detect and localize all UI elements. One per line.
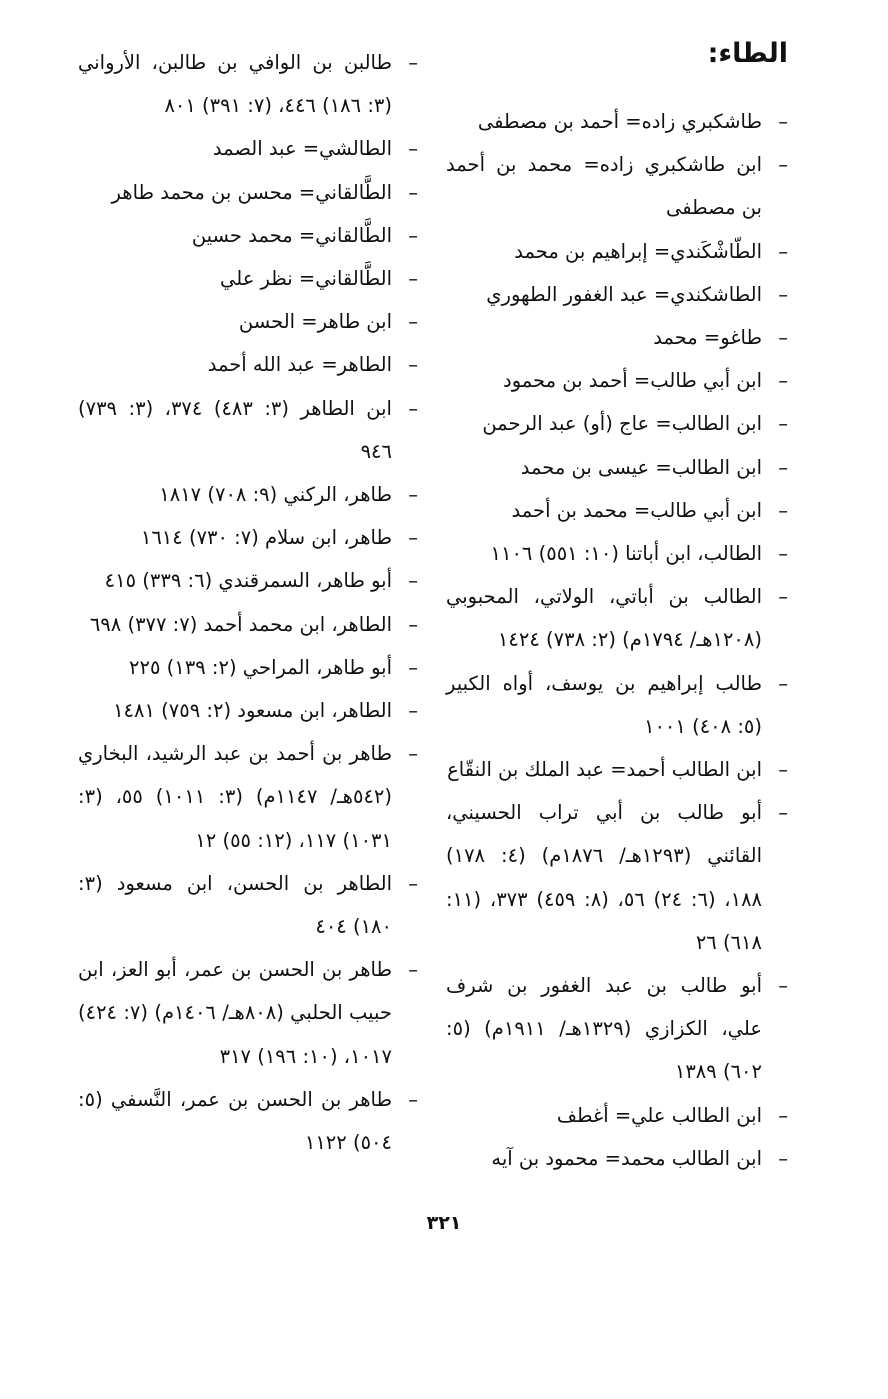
index-entry: – طاشكبري زاده= أحمد بن مصطفى xyxy=(446,100,788,143)
index-entry: – ابن الطاهر (٣: ٤٨٣) ٣٧٤، (٣: ٧٣٩) ٩٤٦ xyxy=(78,387,418,473)
index-entry: – الطالشي= عبد الصمد xyxy=(78,127,418,170)
entry-list-left xyxy=(78,41,418,1164)
index-entry: – ابن الطالب محمد= محمود بن آيه xyxy=(446,1137,788,1180)
index-entry: – الطاهر= عبد الله أحمد xyxy=(78,343,418,386)
index-entry: – ابن طاشكبري زاده= محمد بن أحمد بن مصطفى xyxy=(446,143,788,229)
section-heading: الطاء: xyxy=(707,38,788,69)
index-entry: – أبو طاهر، المراحي (٢: ١٣٩) ٢٢٥ xyxy=(78,646,418,689)
index-entry: – أبو طالب بن أبي تراب الحسيني، القائني (١٢٩٣هـ/ ١٨٧٦م) (٤: ١٧٨) ١٨٨، (٦: ٢٤) ٥٦، (٨: ٤٥٩) ٣٧٣، (١١: ٦١٨) ٢٦ xyxy=(446,791,788,964)
index-entry: – ابن طاهر= الحسن xyxy=(78,300,418,343)
index-entry: – ابن الطالب= عيسى بن محمد xyxy=(446,446,788,489)
index-entry: – طاهر، الركني (٩: ٧٠٨) ١٨١٧ xyxy=(78,473,418,516)
index-entry: – الطَّالقاني= محمد حسين xyxy=(78,214,418,257)
index-entry: – الطالب بن أباتي، الولاتي، المحبوبي (١٢٠٨هـ/ ١٧٩٤م) (٢: ٧٣٨) ١٤٢٤ xyxy=(446,575,788,661)
index-entry: – الطّاشْكَندي= إبراهيم بن محمد xyxy=(446,230,788,273)
index-entry: – الطاهر بن الحسن، ابن مسعود (٣: ١٨٠) ٤٠٤ xyxy=(78,862,418,948)
index-entry: – طاهر، ابن سلام (٧: ٧٣٠) ١٦١٤ xyxy=(78,516,418,559)
index-entry: – الطَّالقاني= محسن بن محمد طاهر xyxy=(78,171,418,214)
index-entry: – أبو طالب بن عبد الغفور بن شرف علي، الكزازي (١٣٢٩هـ/ ١٩١١م) (٥: ٦٠٢) ١٣٨٩ xyxy=(446,964,788,1094)
index-column-right xyxy=(446,100,788,1180)
index-entry: – الطاشكندي= عبد الغفور الطهوري xyxy=(446,273,788,316)
index-entry: – طالب إبراهيم بن يوسف، أواه الكبير (٥: ٤٠٨) ١٠٠١ xyxy=(446,662,788,748)
entry-list-right xyxy=(446,100,788,1180)
index-entry: – الطالب، ابن أباتنا (١٠: ٥٥١) ١١٠٦ xyxy=(446,532,788,575)
index-entry: – ابن الطالب علي= أغطف xyxy=(446,1094,788,1137)
index-entry: – الطاهر، ابن مسعود (٢: ٧٥٩) ١٤٨١ xyxy=(78,689,418,732)
index-column-left xyxy=(78,41,418,1164)
index-entry: – الطَّالقاني= نظر علي xyxy=(78,257,418,300)
index-entry: – ابن الطالب أحمد= عبد الملك بن النقّاع xyxy=(446,748,788,791)
index-entry: – طاهر بن أحمد بن عبد الرشيد، البخاري (٥٤٢هـ/ ١١٤٧م) (٣: ١٠١١) ٥٥، (٣: ١٠٣١) ١١٧، (١٢: ٥٥) ١٢ xyxy=(78,732,418,862)
index-entry: – طاهر بن الحسن بن عمر، النَّسفي (٥: ٥٠٤) ١١٢٢ xyxy=(78,1078,418,1164)
page-number: ٣٢١ xyxy=(426,1212,462,1234)
index-entry: – طاغو= محمد xyxy=(446,316,788,359)
index-entry: – ابن الطالب= عاج (أو) عبد الرحمن xyxy=(446,402,788,445)
index-entry: – ابن أبي طالب= أحمد بن محمود xyxy=(446,359,788,402)
index-entry: – طاهر بن الحسن بن عمر، أبو العز، ابن حبيب الحلبي (٨٠٨هـ/ ١٤٠٦م) (٧: ٤٢٤) ١٠١٧، (١٠: ١٩٦) ٣١٧ xyxy=(78,948,418,1078)
index-entry: – طالبن بن الوافي بن طالبن، الأرواني (٣: ١٨٦) ٤٤٦، (٧: ٣٩١) ٨٠١ xyxy=(78,41,418,127)
index-entry: – أبو طاهر، السمرقندي (٦: ٣٣٩) ٤١٥ xyxy=(78,559,418,602)
index-entry: – ابن أبي طالب= محمد بن أحمد xyxy=(446,489,788,532)
index-entry: – الطاهر، ابن محمد أحمد (٧: ٣٧٧) ٦٩٨ xyxy=(78,603,418,646)
